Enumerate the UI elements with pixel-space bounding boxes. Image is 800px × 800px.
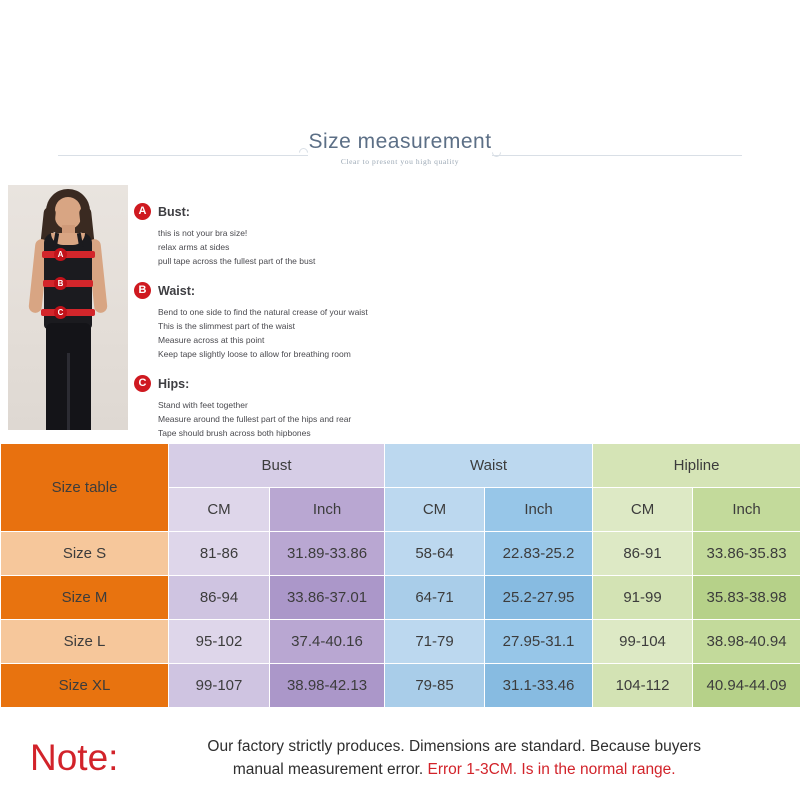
cell-hip-inch: 40.94-44.09 (693, 664, 800, 708)
measure-tape-hips (41, 309, 95, 316)
table-row (1, 620, 800, 664)
instruction-line: This is the slimmest part of the waist (158, 321, 295, 331)
instruction-hips-lines (134, 398, 554, 440)
cell-bust-inch: 37.4-40.16 (270, 620, 385, 664)
note-label: Note: (30, 737, 119, 778)
instruction-waist-head (134, 282, 554, 299)
badge-b-icon: B (134, 282, 151, 299)
unit-header-hip-inch: Inch (693, 488, 800, 532)
unit-header-bust-inch: Inch (270, 488, 385, 532)
cell-hip-cm: 104-112 (593, 664, 693, 708)
cell-waist-inch: 27.95-31.1 (485, 620, 593, 664)
note-line-2 (130, 758, 778, 781)
note-line-1: Our factory strictly produces. Dimensions are standard. Because buyers (207, 738, 702, 755)
instruction-bust-title: Bust: (158, 204, 190, 219)
badge-c-icon: C (134, 375, 151, 392)
note-line-2-plain: manual measurement error. (232, 761, 428, 778)
instruction-line: relax arms at sides (158, 242, 230, 252)
instruction-hips-title: Hips: (158, 376, 190, 391)
row-label-size-xl: Size XL (1, 664, 169, 708)
measure-tape-bust (42, 251, 95, 258)
cell-waist-cm: 64-71 (385, 576, 485, 620)
note-line-2-warning: Error 1-3CM. Is in the normal range. (427, 761, 676, 778)
cell-bust-cm: 81-86 (169, 532, 270, 576)
row-label-size-s: Size S (1, 532, 169, 576)
instructions-list (134, 203, 554, 454)
unit-header-bust-cm: CM (169, 488, 270, 532)
cell-waist-cm: 71-79 (385, 620, 485, 664)
cell-hip-inch: 33.86-35.83 (693, 532, 800, 576)
cell-bust-cm: 95-102 (169, 620, 270, 664)
page-subtitle: Clear to present you high quality (340, 157, 460, 166)
cell-bust-inch: 38.98-42.13 (270, 664, 385, 708)
instruction-line: Measure across at this point (158, 335, 265, 345)
cell-hip-cm: 91-99 (593, 576, 693, 620)
row-label-size-m: Size M (1, 576, 169, 620)
tape-marker-a: A (54, 248, 67, 261)
size-table-section (0, 443, 800, 708)
page-title: Size measurement (308, 130, 492, 153)
page-title-block (0, 130, 800, 166)
instruction-waist (134, 282, 554, 361)
cell-hip-inch: 38.98-40.94 (693, 620, 800, 664)
cell-hip-inch: 35.83-38.98 (693, 576, 800, 620)
note-text (130, 735, 792, 781)
instruction-hips (134, 375, 554, 440)
unit-header-waist-cm: CM (385, 488, 485, 532)
cell-bust-inch: 31.89-33.86 (270, 532, 385, 576)
instruction-line: Bend to one side to find the natural crease of your waist (158, 307, 368, 317)
group-header-waist: Waist (385, 444, 593, 488)
unit-header-waist-inch: Inch (485, 488, 593, 532)
table-row (1, 664, 800, 708)
model-photo (8, 185, 128, 430)
table-header-row-groups (1, 444, 800, 488)
instruction-line: this is not your bra size! (158, 228, 248, 238)
cell-waist-inch: 22.83-25.2 (485, 532, 593, 576)
size-table-corner-label: Size table (1, 444, 169, 532)
row-label-size-l: Size L (1, 620, 169, 664)
instruction-bust (134, 203, 554, 268)
note-section (0, 716, 800, 800)
cell-waist-cm: 58-64 (385, 532, 485, 576)
cell-waist-cm: 79-85 (385, 664, 485, 708)
cell-bust-inch: 33.86-37.01 (270, 576, 385, 620)
model-leg-split (67, 353, 70, 430)
instruction-line: pull tape across the fullest part of the bust (158, 256, 316, 266)
instruction-bust-head (134, 203, 554, 220)
table-row (1, 576, 800, 620)
cell-waist-inch: 25.2-27.95 (485, 576, 593, 620)
cell-bust-cm: 86-94 (169, 576, 270, 620)
instruction-line: Keep tape slightly loose to allow for breathing room (158, 349, 351, 359)
cell-hip-cm: 86-91 (593, 532, 693, 576)
instruction-line: Measure around the fullest part of the hips and rear (158, 414, 352, 424)
cell-bust-cm: 99-107 (169, 664, 270, 708)
instruction-waist-title: Waist: (158, 283, 196, 298)
instruction-line: Tape should brush across both hipbones (158, 428, 311, 438)
tape-marker-c: C (54, 306, 67, 319)
instruction-line: Stand with feet together (158, 400, 248, 410)
cell-hip-cm: 99-104 (593, 620, 693, 664)
table-row (1, 532, 800, 576)
measure-tape-waist (43, 280, 93, 287)
size-table (0, 443, 800, 708)
unit-header-hip-cm: CM (593, 488, 693, 532)
tape-marker-b: B (54, 277, 67, 290)
instruction-waist-lines (134, 305, 554, 361)
group-header-hipline: Hipline (593, 444, 800, 488)
instruction-hips-head (134, 375, 554, 392)
instruction-bust-lines (134, 226, 554, 268)
cell-waist-inch: 31.1-33.46 (485, 664, 593, 708)
badge-a-icon: A (134, 203, 151, 220)
group-header-bust: Bust (169, 444, 385, 488)
